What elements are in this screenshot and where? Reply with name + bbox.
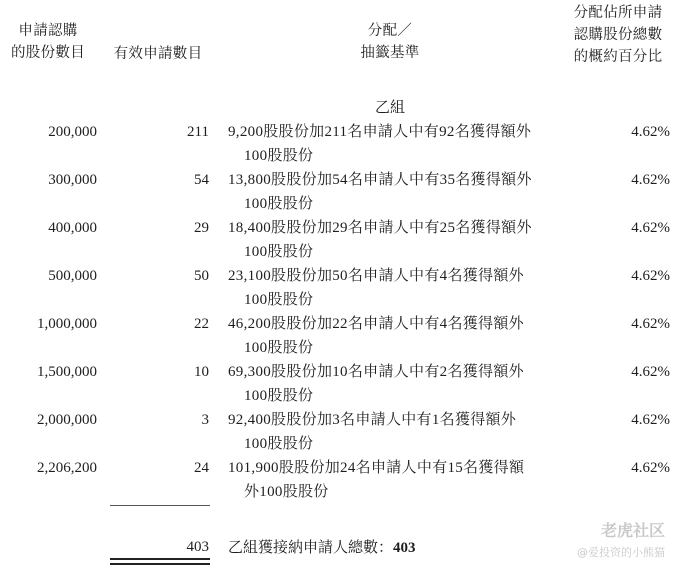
shares-applied-cell: 2,206,200 — [37, 460, 97, 476]
watermark-handle: @爱投资的小熊猫 — [577, 546, 665, 559]
shares-applied-cell: 300,000 — [48, 172, 97, 188]
shares-applied-cell: 200,000 — [48, 124, 97, 140]
allocation-basis-cell: 23,100股股份加50名申請人中有4名獲得額外 100股股份 — [228, 268, 524, 308]
table-row — [0, 408, 675, 456]
header-shares-applied: 申請認購 的股份數目 — [11, 23, 85, 61]
percentage-cell: 4.62% — [631, 124, 670, 140]
allocation-basis-cell: 69,300股股份加10名申請人中有2名獲得額外 100股股份 — [228, 364, 524, 404]
group-label: 乙組 — [374, 98, 405, 116]
valid-applications-cell: 54 — [194, 172, 209, 188]
watermark-brand: 老虎社区 — [600, 521, 665, 540]
valid-applications-cell: 211 — [187, 124, 209, 140]
percentage-cell: 4.62% — [631, 364, 670, 380]
percentage-cell: 4.62% — [631, 316, 670, 332]
allocation-basis-cell: 9,200股股份加211名申請人中有92名獲得額外 100股股份 — [228, 124, 532, 164]
allocation-basis-cell: 92,400股股份加3名申請人中有1名獲得額外 100股股份 — [228, 412, 517, 452]
header-allocation-percentage: 分配佔所申請 認購股份總數 的概約百分比 — [573, 5, 663, 65]
allocation-basis-cell: 13,800股股份加54名申請人中有35名獲得額外 100股股份 — [228, 172, 532, 212]
shares-applied-cell: 2,000,000 — [37, 412, 97, 428]
total-applicants-value: 403 — [393, 540, 416, 556]
percentage-cell: 4.62% — [631, 172, 670, 188]
valid-applications-cell: 22 — [194, 316, 209, 332]
allocation-basis-cell: 18,400股股份加29名申請人中有25名獲得額外 100股股份 — [228, 220, 532, 260]
table-row — [0, 264, 675, 312]
subtotal-rule — [110, 505, 210, 506]
total-applicants-label: 乙組獲接納申請人總數：403 — [228, 538, 416, 556]
total-applications-count: 403 — [186, 539, 209, 555]
shares-applied-cell: 1,000,000 — [37, 316, 97, 332]
table-row — [0, 168, 675, 216]
percentage-cell: 4.62% — [631, 268, 670, 284]
table-row — [0, 456, 675, 504]
percentage-cell: 4.62% — [631, 412, 670, 428]
table-row — [0, 120, 675, 168]
header-allocation-basis: 分配／ 抽籤基準 — [360, 23, 420, 61]
valid-applications-cell: 24 — [194, 460, 209, 476]
table-row — [0, 216, 675, 264]
allocation-basis-cell: 101,900股股份加24名申請人中有15名獲得額 外100股股份 — [228, 460, 525, 500]
allocation-basis-cell: 46,200股股份加22名申請人中有4名獲得額外 100股股份 — [228, 316, 524, 356]
valid-applications-cell: 29 — [194, 220, 209, 236]
shares-applied-cell: 500,000 — [48, 268, 97, 284]
valid-applications-cell: 50 — [194, 268, 209, 284]
shares-applied-cell: 1,500,000 — [37, 364, 97, 380]
shares-applied-cell: 400,000 — [48, 220, 97, 236]
table-row — [0, 360, 675, 408]
double-rule-bottom — [110, 563, 210, 565]
table-row — [0, 312, 675, 360]
double-rule-top — [110, 558, 210, 560]
valid-applications-cell: 3 — [201, 412, 209, 428]
header-valid-applications: 有效申請數目 — [113, 46, 203, 62]
valid-applications-cell: 10 — [194, 364, 209, 380]
percentage-cell: 4.62% — [631, 460, 670, 476]
percentage-cell: 4.62% — [631, 220, 670, 236]
